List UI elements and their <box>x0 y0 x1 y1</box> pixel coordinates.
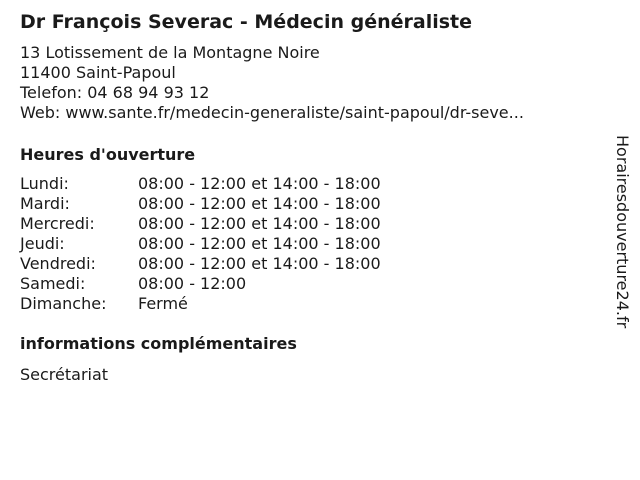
hours-row <box>20 174 381 194</box>
address-block <box>20 43 524 123</box>
opening-hours-heading: Heures d'ouverture <box>20 145 196 164</box>
hours-time: 08:00 - 12:00 <box>138 274 247 293</box>
hours-day: Lundi: <box>20 174 69 193</box>
hours-time: Fermé <box>138 294 188 313</box>
opening-hours-table <box>20 174 381 314</box>
hours-day: Vendredi: <box>20 254 96 273</box>
source-watermark: Horairesdouverture24.fr <box>613 135 632 329</box>
hours-time: 08:00 - 12:00 et 14:00 - 18:00 <box>138 174 381 193</box>
hours-row <box>20 234 381 254</box>
hours-day: Dimanche: <box>20 294 107 313</box>
hours-day: Samedi: <box>20 274 86 293</box>
hours-day: Jeudi: <box>20 234 65 253</box>
hours-row <box>20 254 381 274</box>
hours-time: 08:00 - 12:00 et 14:00 - 18:00 <box>138 214 381 233</box>
additional-info-heading: informations complémentaires <box>20 334 297 353</box>
hours-row <box>20 194 381 214</box>
hours-row <box>20 214 381 234</box>
address-street: 13 Lotissement de la Montagne Noire <box>20 43 320 62</box>
hours-time: 08:00 - 12:00 et 14:00 - 18:00 <box>138 194 381 213</box>
website-link[interactable]: Web: www.sante.fr/medecin-generaliste/saint-papoul/dr-seve... <box>20 103 524 122</box>
hours-time: 08:00 - 12:00 et 14:00 - 18:00 <box>138 254 381 273</box>
address-city: 11400 Saint-Papoul <box>20 63 176 82</box>
hours-day: Mercredi: <box>20 214 95 233</box>
hours-row <box>20 294 381 314</box>
additional-info-value: Secrétariat <box>20 365 109 384</box>
page-title: Dr François Severac - Médecin généraliste <box>20 11 472 33</box>
hours-time: 08:00 - 12:00 et 14:00 - 18:00 <box>138 234 381 253</box>
phone-number: Telefon: 04 68 94 93 12 <box>20 83 210 102</box>
hours-day: Mardi: <box>20 194 70 213</box>
hours-row <box>20 274 381 294</box>
